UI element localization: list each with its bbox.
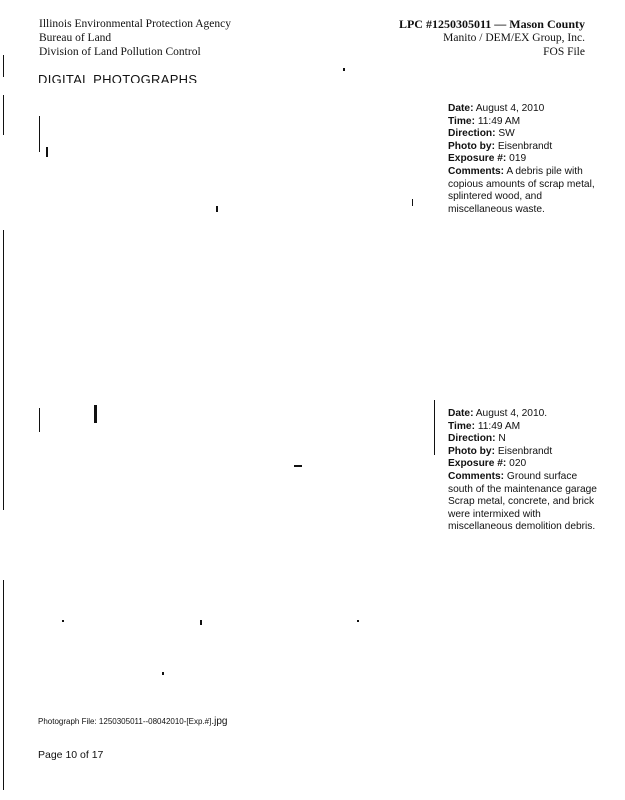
time-row: [448, 421, 598, 434]
time-label: Time:: [448, 420, 475, 432]
date-row: [448, 103, 598, 116]
file-type: FOS File: [543, 46, 585, 58]
photo-2: [40, 398, 430, 658]
scan-mark: [62, 620, 64, 622]
division-name: Division of Land Pollution Control: [39, 46, 201, 58]
exposure-value: 019: [509, 153, 527, 165]
page-number: Page 10 of 17: [38, 749, 104, 761]
photo-by-value: Eisenbrandt: [497, 140, 553, 152]
agency-name: Illinois Environmental Protection Agency: [39, 18, 231, 30]
photo-file-ext: .jpg: [211, 716, 228, 727]
comments-row: [448, 166, 598, 216]
photo-1-caption: [448, 103, 598, 216]
site-name: Manito / DEM/EX Group, Inc.: [443, 32, 585, 44]
scan-mark: [3, 95, 4, 135]
scan-mark: [357, 620, 359, 622]
bureau-name: Bureau of Land: [39, 32, 112, 44]
comments-row: [448, 471, 598, 534]
date-row: [448, 408, 598, 421]
direction-value: N: [498, 433, 506, 445]
direction-label: Direction:: [448, 433, 496, 445]
time-value: 11:49 AM: [477, 420, 521, 432]
exposure-label: Exposure #:: [448, 153, 507, 165]
scan-mark: [343, 68, 345, 71]
exposure-value: 020: [509, 458, 527, 470]
scan-mark: [412, 199, 413, 206]
comments-value: Ground surface south of the maintenance garage Scrap metal, concrete, and brick were intermixed with miscellaneous demolition debris.: [448, 470, 597, 533]
comments-label: Comments:: [448, 165, 505, 177]
photo-2-caption: [448, 408, 598, 534]
comments-value: A debris pile with copious amounts of scrap metal, splintered wood, and miscellaneous waste.: [448, 165, 595, 215]
photo-by-value: Eisenbrandt: [497, 445, 553, 457]
exposure-label: Exposure #:: [448, 458, 507, 470]
lpc-number: LPC #1250305011 — Mason County: [398, 17, 585, 31]
scan-mark: [39, 408, 40, 432]
photo-by-row: [448, 446, 598, 459]
scan-mark: [46, 147, 48, 157]
time-value: 11:49 AM: [477, 115, 521, 127]
scan-mark: [434, 400, 435, 455]
scan-mark: [200, 620, 202, 625]
direction-value: SW: [498, 128, 515, 140]
scan-mark: [39, 116, 40, 152]
header-right: [399, 17, 585, 59]
photo-file-name: [38, 716, 227, 727]
date-value: August 4, 2010.: [475, 408, 548, 419]
scan-mark: [3, 55, 4, 77]
scan-mark: [294, 465, 302, 467]
scan-mark: [94, 405, 97, 423]
time-row: [448, 116, 598, 129]
scan-mark: [162, 672, 164, 675]
exposure-row: [448, 458, 598, 471]
scan-mark: [3, 230, 4, 510]
exposure-row: [448, 153, 598, 166]
scan-mark: [3, 580, 4, 790]
date-value: August 4, 2010: [475, 103, 545, 114]
direction-row: [448, 433, 598, 446]
direction-label: Direction:: [448, 128, 496, 140]
photo-by-row: [448, 141, 598, 154]
date-label: Date:: [448, 103, 474, 114]
direction-row: [448, 128, 598, 141]
photo-1: [40, 100, 430, 360]
photo-by-label: Photo by:: [448, 445, 495, 457]
scan-mark: [216, 206, 218, 212]
photo-file-label: Photograph File: 1250305011--08042010-[Exp.#]: [38, 717, 212, 726]
comments-label: Comments:: [448, 470, 505, 482]
time-label: Time:: [448, 115, 475, 127]
section-title: DIGITAL PHOTOGRAPHS: [38, 72, 198, 83]
header-left: [39, 17, 231, 59]
photo-by-label: Photo by:: [448, 140, 495, 152]
date-label: Date:: [448, 408, 474, 419]
